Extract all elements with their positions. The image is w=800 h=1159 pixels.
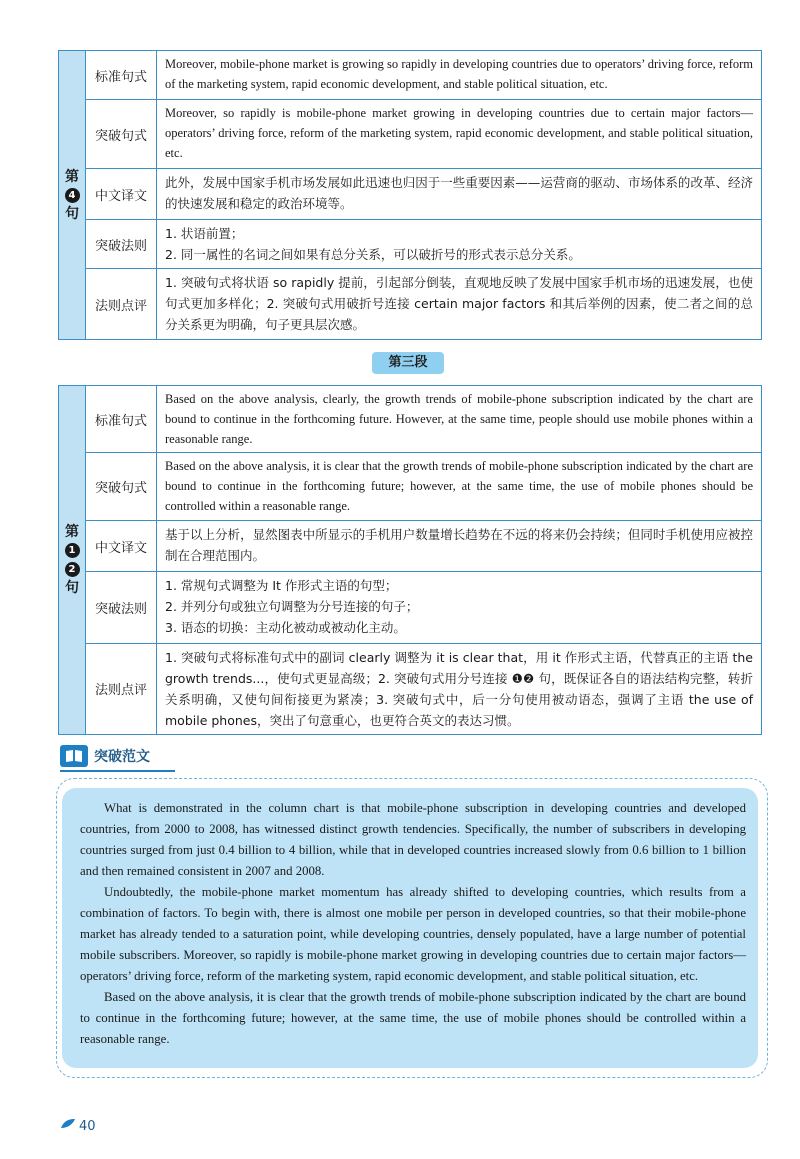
- side-label-top: 第: [65, 168, 79, 185]
- row-content: [157, 453, 761, 520]
- row-label: 标准句式: [86, 51, 157, 99]
- model-essay: [62, 788, 758, 1068]
- row-label: 突破法则: [86, 220, 157, 268]
- sentence-4-side-label: [59, 51, 86, 339]
- sentence-4-table: [58, 50, 762, 340]
- row-content: [157, 220, 761, 268]
- row-label: 法则点评: [86, 644, 157, 734]
- content-line: 基于以上分析，显然图表中所显示的手机用户数量增长趋势在不远的将来仍会持续；但同时手机使用应被控制在合理范围内。: [165, 527, 753, 564]
- row-content: [157, 269, 761, 339]
- table-row: [86, 572, 761, 644]
- content-line: 1. 常规句式调整为 It 作形式主语的句型；: [165, 577, 398, 593]
- row-label: 标准句式: [86, 386, 157, 452]
- row-content: [157, 386, 761, 452]
- essay-paragraph: Based on the above analysis, it is clear that the growth trends of mobile-phone subscription indicated by the chart are bound to continue in the forthcoming future; however, at the same time, the use of mobile phones should be controlled within a reasonable range.: [80, 990, 746, 1046]
- row-label: 突破句式: [86, 100, 157, 168]
- table-row: [86, 644, 761, 734]
- essay-paragraph: What is demonstrated in the column chart is that mobile-phone subscription in developing countries and developed countries, from 2000 to 2008, has witnessed distinct growth tendencies. Specifically, the number of subscribers in developing countries surged from just 0.4 billion to 4 billion, while that in developed countries increased slowly from 0.6 billion to 1 billion and then remained consistent in 2007 and 2008.: [80, 801, 746, 878]
- side-label-top: 第: [65, 524, 79, 540]
- table-row: [86, 100, 761, 169]
- sentence-number-badge: 2: [65, 562, 80, 577]
- essay-heading-text: 突破范文: [94, 749, 150, 765]
- content-line: 1. 状语前置；: [165, 226, 244, 241]
- content-line: 此外，发展中国家手机市场发展如此迅速也归因于一些重要因素——运营商的驱动、市场体系的改革、经济的快速发展和稳定的政治环境等。: [165, 175, 753, 211]
- content-line: 2. 并列分句或独立句调整为分号连接的句子；: [165, 598, 419, 614]
- content-line: Based on the above analysis, clearly, the growth trends of mobile-phone subscription indicated by the chart are bound to continue in the forthcoming future. However, at the same time, people should use mobile phones within a reasonable range.: [165, 392, 753, 446]
- page-number-text: 40: [79, 1118, 96, 1134]
- table-row: [86, 220, 761, 269]
- essay-heading: [60, 744, 150, 768]
- table-row: [86, 169, 761, 220]
- sentence-1-2-side-label: [59, 386, 86, 734]
- table-row: [86, 269, 761, 339]
- section-title: 第三段: [372, 352, 444, 374]
- row-content: [157, 572, 761, 643]
- sentence-1-2-table: [58, 385, 762, 735]
- row-content: [157, 51, 761, 99]
- heading-underline: [60, 770, 175, 772]
- side-label-bottom: 句: [65, 580, 79, 596]
- row-label: 突破法则: [86, 572, 157, 643]
- sentence-number-badge: 4: [65, 188, 80, 203]
- table-row: [86, 453, 761, 521]
- row-content: [157, 169, 761, 219]
- table-row: [86, 386, 761, 453]
- leaf-icon: [60, 1118, 76, 1134]
- row-label: 中文译文: [86, 169, 157, 219]
- content-line: Moreover, so rapidly is mobile-phone market growing in developing countries due to certain major factors—operators’ driving force, reform of the marketing system, rapid economic development, and stable political situation, etc.: [165, 106, 753, 160]
- content-line: 1. 突破句式将标准句式中的副词 clearly 调整为 it is clear that，用 it 作形式主语，代替真正的主语 the growth trends...，使句式更显高级；2. 突破句式用分号连接 ❶❷ 句，既保证各自的语法结构完整，转折关系明确，又使句间衔接更为紧凑；3. 突破句式中，后一分句使用被动语态，强调了主语 the use of mobile phones，突出了句意重心，也更符合英文的表达习惯。: [165, 649, 753, 728]
- row-content: [157, 100, 761, 168]
- side-label-bottom: 句: [65, 205, 79, 222]
- content-line: 3. 语态的切换：主动化被动或被动化主动。: [165, 619, 406, 635]
- book-icon: [60, 745, 88, 767]
- row-label: 法则点评: [86, 269, 157, 339]
- content-line: 1. 突破句式将状语 so rapidly 提前，引起部分倒装，直观地反映了发展中国家手机市场的迅速发展，也使句式更加多样化；2. 突破句式用破折号连接 certain major factors 和其后举例的因素，使二者之间的总分关系更为明确，句子更具层次感。: [165, 275, 753, 332]
- row-label: 中文译文: [86, 521, 157, 570]
- table-row: [86, 521, 761, 571]
- content-line: 2. 同一属性的名词之间如果有总分关系，可以破折号的形式表示总分关系。: [165, 247, 581, 262]
- essay-paragraph: Undoubtedly, the mobile-phone market momentum has already shifted to developing countries, which results from a combination of factors. To begin with, there is almost one mobile per person in developed countries, so that their mobile-phone market has already tended to a saturation point, while developing countries, densely populated, have a large number of potential mobile subscribers. Moreover, so rapidly is mobile-phone market growing in developing countries due to certain major factors—operators’ driving force, reform of the marketing system, rapid economic development, and stable political situation, etc.: [80, 885, 746, 983]
- content-line: Based on the above analysis, it is clear that the growth trends of mobile-phone subscription indicated by the chart are bound to continue in the forthcoming future; however, at the same time, the use of mobile phones should be controlled within a reasonable range.: [165, 459, 753, 513]
- page-number: [60, 1118, 96, 1134]
- row-content: [157, 644, 761, 734]
- sentence-number-badge: 1: [65, 543, 80, 558]
- table-row: [86, 51, 761, 100]
- row-label: 突破句式: [86, 453, 157, 520]
- content-line: Moreover, mobile-phone market is growing so rapidly in developing countries due to operators’ driving force, reform of the marketing system, rapid economic development, and stable political situation, etc.: [165, 57, 753, 91]
- row-content: [157, 521, 761, 570]
